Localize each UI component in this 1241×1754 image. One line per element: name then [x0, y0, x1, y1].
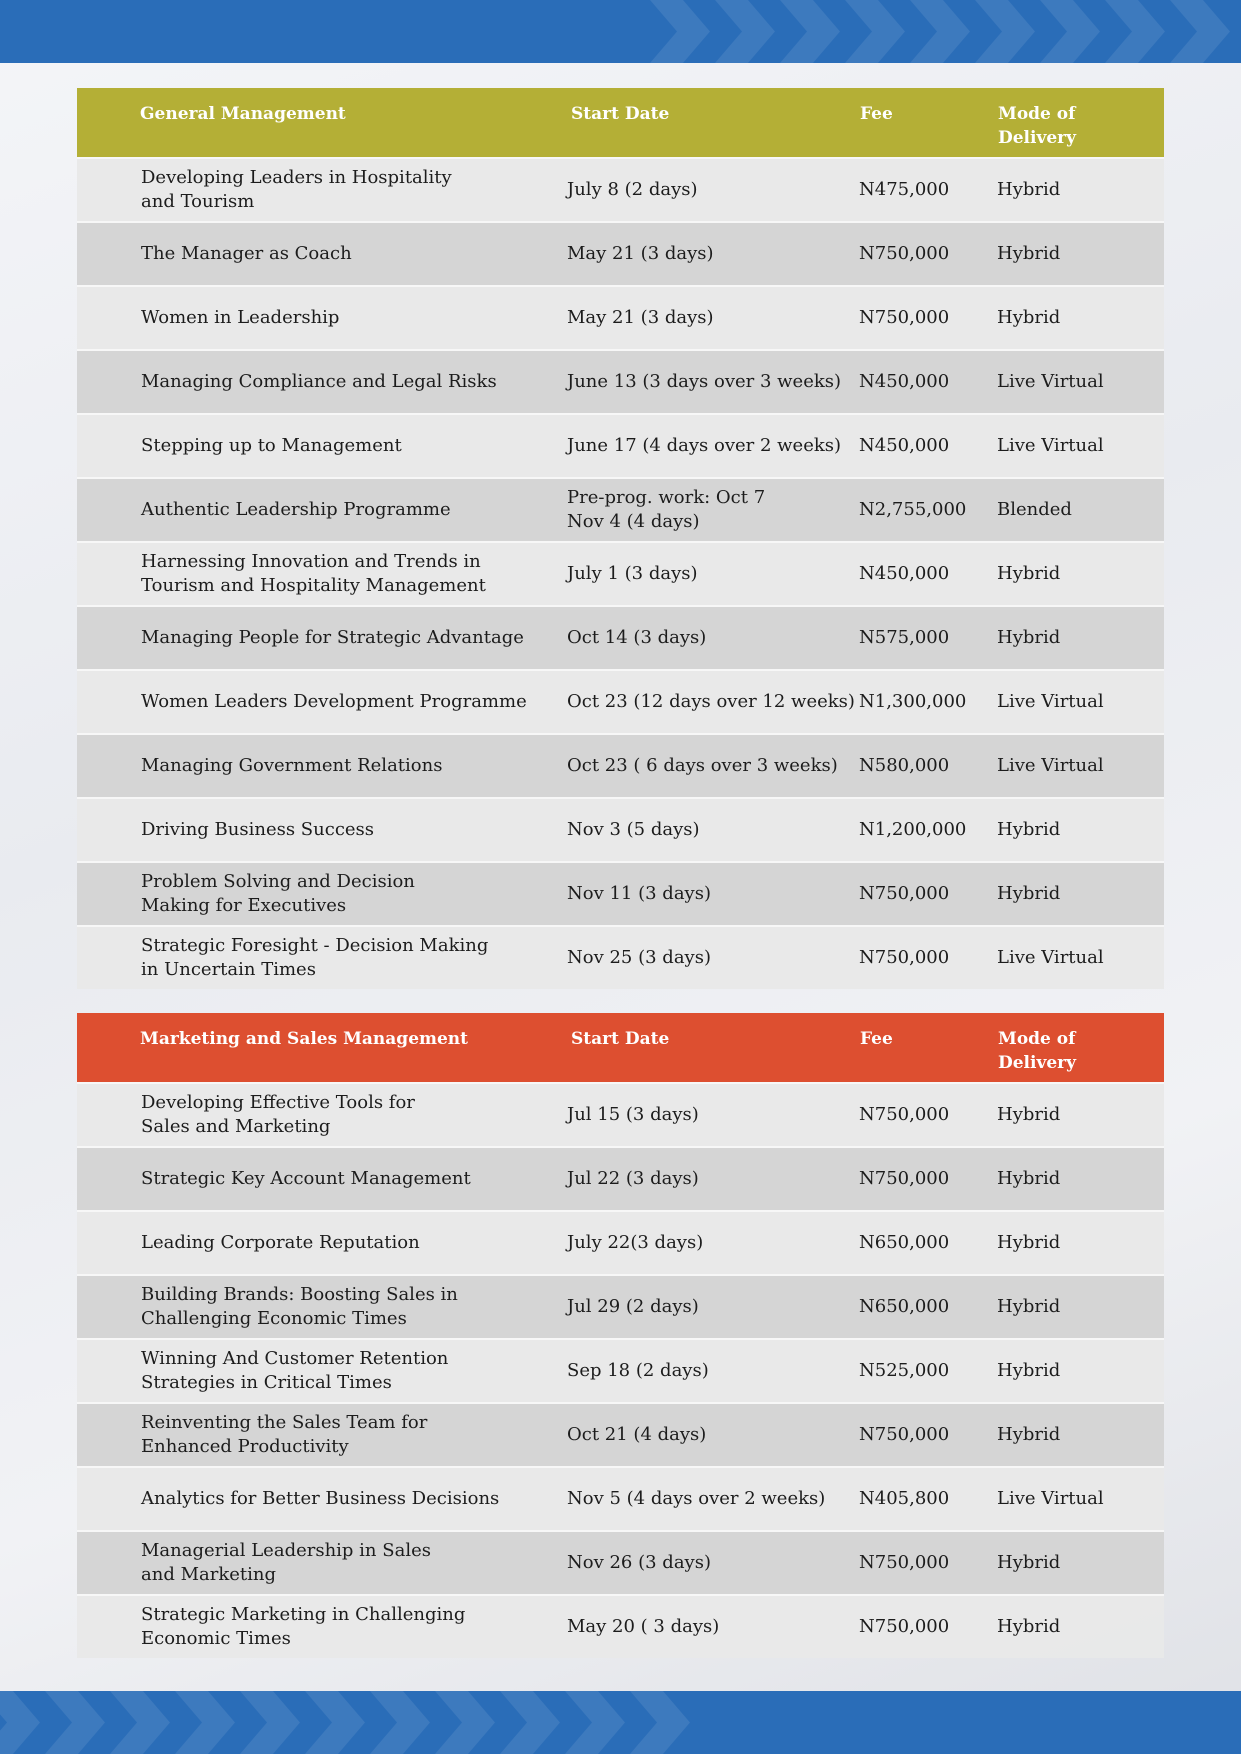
general-management-table: [77, 88, 1164, 989]
course-name: Women in Leadership: [141, 307, 340, 328]
start-date-header: Start Date: [571, 104, 670, 124]
table-row: [77, 669, 1164, 733]
delivery-mode: Hybrid: [997, 1360, 1061, 1381]
course-fee: N750,000: [859, 243, 950, 264]
delivery-mode: Hybrid: [997, 307, 1061, 328]
delivery-mode: Hybrid: [997, 627, 1061, 648]
start-date: Oct 21 (4 days): [567, 1424, 707, 1445]
delivery-mode: Blended: [997, 499, 1072, 520]
start-date: Nov 3 (5 days): [567, 819, 700, 840]
start-date: Sep 18 (2 days): [567, 1360, 709, 1381]
delivery-mode: Live Virtual: [997, 691, 1104, 712]
chevron-decoration: [435, 1691, 495, 1754]
start-date: May 21 (3 days): [567, 243, 714, 264]
start-date: Jul 29 (2 days): [567, 1296, 699, 1317]
course-name: Harnessing Innovation and Trends in Tourism and Hospitality Management: [141, 551, 486, 596]
start-date: July 22(3 days): [567, 1232, 704, 1253]
course-name: Winning And Customer Retention Strategies in Critical Times: [141, 1348, 449, 1393]
table-row: [77, 1338, 1164, 1402]
delivery-mode: Live Virtual: [997, 755, 1104, 776]
start-date: June 17 (4 days over 2 weeks): [567, 435, 842, 456]
section-title: General Management: [140, 104, 346, 124]
course-fee: N750,000: [859, 883, 950, 904]
table-row: [77, 1082, 1164, 1146]
table-row: [77, 413, 1164, 477]
delivery-mode: Hybrid: [997, 1424, 1061, 1445]
table-row: [77, 861, 1164, 925]
table-row: [77, 477, 1164, 541]
delivery-mode: Hybrid: [997, 243, 1061, 264]
course-name: Managerial Leadership in Sales and Marketing: [141, 1540, 431, 1585]
course-name: Reinventing the Sales Team for Enhanced Productivity: [141, 1412, 428, 1457]
fee-header: Fee: [860, 104, 893, 124]
start-date: July 8 (2 days): [567, 179, 698, 200]
chevron-decoration: [370, 1691, 430, 1754]
table-row: [77, 1530, 1164, 1594]
delivery-mode: Hybrid: [997, 563, 1061, 584]
chevron-pattern: [0, 1691, 1241, 1754]
course-name: Strategic Foresight - Decision Making in Uncertain Times: [141, 935, 489, 980]
start-date: Jul 22 (3 days): [567, 1168, 699, 1189]
chevron-pattern: [0, 0, 1241, 63]
course-name: The Manager as Coach: [141, 243, 352, 264]
course-fee: N580,000: [859, 755, 950, 776]
start-date: June 13 (3 days over 3 weeks): [567, 371, 842, 392]
chevron-decoration: [110, 1691, 170, 1754]
course-name: Women Leaders Development Programme: [141, 691, 527, 712]
course-fee: N750,000: [859, 1104, 950, 1125]
chevron-decoration: [500, 1691, 560, 1754]
table-row: [77, 1274, 1164, 1338]
chevron-decoration: [1040, 0, 1100, 63]
chevron-decoration: [845, 0, 905, 63]
chevron-decoration: [1105, 0, 1165, 63]
table-row: [77, 285, 1164, 349]
chevron-decoration: [780, 0, 840, 63]
delivery-mode: Live Virtual: [997, 435, 1104, 456]
start-date: Jul 15 (3 days): [567, 1104, 699, 1125]
delivery-mode: Hybrid: [997, 883, 1061, 904]
start-date: Nov 11 (3 days): [567, 883, 711, 904]
start-date: Oct 14 (3 days): [567, 627, 707, 648]
start-date: Pre-prog. work: Oct 7 Nov 4 (4 days): [567, 487, 766, 532]
bottom-banner: [0, 1691, 1241, 1754]
delivery-mode: Hybrid: [997, 1616, 1061, 1637]
course-fee: N750,000: [859, 1616, 950, 1637]
chevron-decoration: [1170, 0, 1230, 63]
delivery-mode: Live Virtual: [997, 1488, 1104, 1509]
chevron-decoration: [910, 0, 970, 63]
mode-header: Mode of Delivery: [998, 1029, 1077, 1073]
course-name: Stepping up to Management: [141, 435, 402, 456]
table-row: [77, 157, 1164, 221]
course-fee: N525,000: [859, 1360, 950, 1381]
course-fee: N450,000: [859, 435, 950, 456]
course-fee: N650,000: [859, 1296, 950, 1317]
course-name: Managing Compliance and Legal Risks: [141, 371, 497, 392]
course-fee: N750,000: [859, 1552, 950, 1573]
course-fee: N405,800: [859, 1488, 950, 1509]
table-row: [77, 925, 1164, 989]
start-date: Oct 23 (12 days over 12 weeks): [567, 691, 855, 712]
fee-header: Fee: [860, 1029, 893, 1049]
chevron-decoration: [240, 1691, 300, 1754]
course-fee: N2,755,000: [859, 499, 967, 520]
table-row: [77, 1466, 1164, 1530]
start-date: May 21 (3 days): [567, 307, 714, 328]
table-row: [77, 541, 1164, 605]
table-row: [77, 605, 1164, 669]
course-name: Developing Effective Tools for Sales and Marketing: [141, 1092, 415, 1137]
table-header: [77, 1013, 1164, 1082]
course-fee: N450,000: [859, 563, 950, 584]
top-banner: [0, 0, 1241, 63]
course-name: Leading Corporate Reputation: [141, 1232, 420, 1253]
course-name: Strategic Marketing in Challenging Economic Times: [141, 1604, 466, 1649]
chevron-decoration: [650, 0, 710, 63]
table-row: [77, 1594, 1164, 1658]
chevron-decoration: [565, 1691, 625, 1754]
course-name: Authentic Leadership Programme: [141, 499, 451, 520]
table-row: [77, 1402, 1164, 1466]
course-name: Analytics for Better Business Decisions: [141, 1488, 500, 1509]
delivery-mode: Live Virtual: [997, 371, 1104, 392]
course-name: Driving Business Success: [141, 819, 375, 840]
delivery-mode: Hybrid: [997, 1168, 1061, 1189]
course-fee: N750,000: [859, 307, 950, 328]
course-fee: N575,000: [859, 627, 950, 648]
table-row: [77, 1146, 1164, 1210]
chevron-decoration: [0, 1691, 40, 1754]
chevron-decoration: [305, 1691, 365, 1754]
chevron-decoration: [45, 1691, 105, 1754]
table-row: [77, 221, 1164, 285]
chevron-decoration: [175, 1691, 235, 1754]
table-row: [77, 797, 1164, 861]
chevron-decoration: [630, 1691, 690, 1754]
mode-header: Mode of Delivery: [998, 104, 1077, 148]
course-fee: N475,000: [859, 179, 950, 200]
table-header: [77, 88, 1164, 157]
course-fee: N450,000: [859, 371, 950, 392]
course-name: Strategic Key Account Management: [141, 1168, 471, 1189]
course-fee: N1,200,000: [859, 819, 967, 840]
section-title: Marketing and Sales Management: [140, 1029, 469, 1049]
delivery-mode: Live Virtual: [997, 947, 1104, 968]
chevron-decoration: [715, 0, 775, 63]
table-row: [77, 349, 1164, 413]
delivery-mode: Hybrid: [997, 1296, 1061, 1317]
delivery-mode: Hybrid: [997, 1552, 1061, 1573]
start-date-header: Start Date: [571, 1029, 670, 1049]
start-date: Nov 26 (3 days): [567, 1552, 711, 1573]
course-fee: N750,000: [859, 1424, 950, 1445]
start-date: Oct 23 ( 6 days over 3 weeks): [567, 755, 838, 776]
table-row: [77, 1210, 1164, 1274]
course-name: Managing Government Relations: [141, 755, 443, 776]
start-date: Nov 25 (3 days): [567, 947, 711, 968]
delivery-mode: Hybrid: [997, 1104, 1061, 1125]
start-date: Nov 5 (4 days over 2 weeks): [567, 1488, 826, 1509]
course-fee: N750,000: [859, 1168, 950, 1189]
course-name: Developing Leaders in Hospitality and Tourism: [141, 167, 452, 212]
course-fee: N650,000: [859, 1232, 950, 1253]
table-row: [77, 733, 1164, 797]
course-name: Problem Solving and Decision Making for Executives: [141, 871, 415, 916]
marketing-sales-table: [77, 1013, 1164, 1658]
course-fee: N1,300,000: [859, 691, 967, 712]
delivery-mode: Hybrid: [997, 1232, 1061, 1253]
chevron-decoration: [975, 0, 1035, 63]
course-name: Managing People for Strategic Advantage: [141, 627, 524, 648]
start-date: July 1 (3 days): [567, 563, 698, 584]
delivery-mode: Hybrid: [997, 819, 1061, 840]
delivery-mode: Hybrid: [997, 179, 1061, 200]
course-name: Building Brands: Boosting Sales in Challenging Economic Times: [141, 1284, 458, 1329]
start-date: May 20 ( 3 days): [567, 1616, 720, 1637]
course-fee: N750,000: [859, 947, 950, 968]
